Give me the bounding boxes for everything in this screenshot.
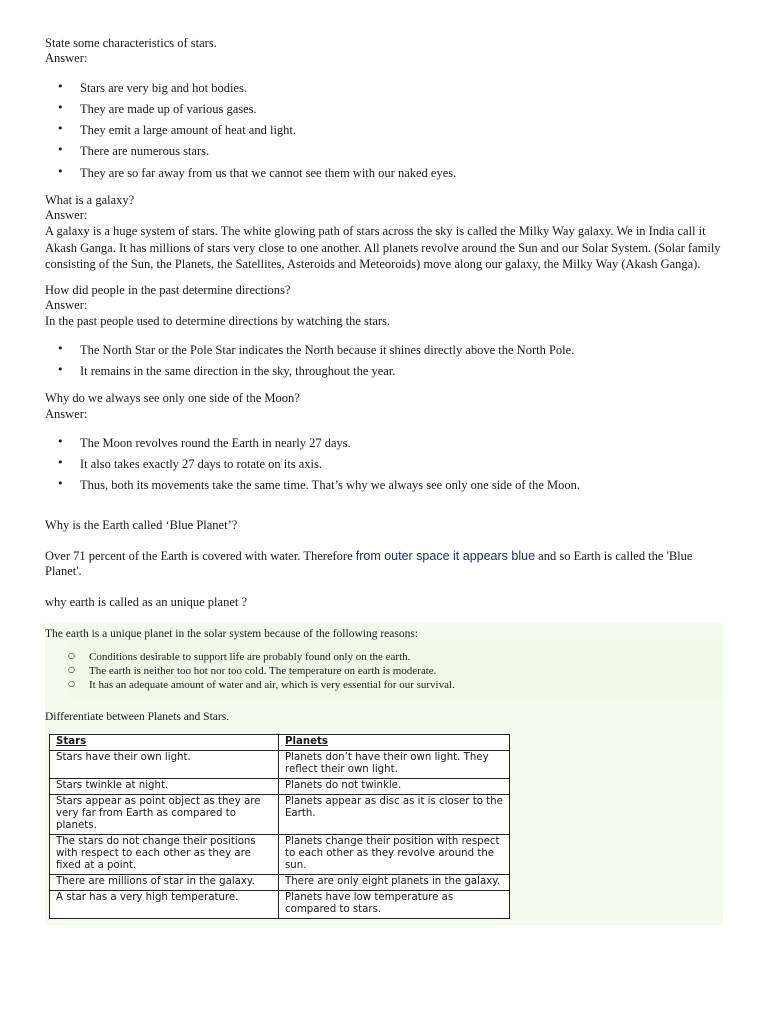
table-cell: Stars twinkle at night. bbox=[50, 778, 279, 794]
list-item: • They are made up of various gases. bbox=[57, 102, 725, 117]
question-text: Why do we always see only one side of the Moon? bbox=[45, 391, 300, 406]
question-text: why earth is called as an unique planet ? bbox=[45, 595, 248, 610]
table-cell: A star has a very high temperature. bbox=[50, 891, 279, 919]
list-item: ○ The earth is neither too hot nor too cold. The temperature on earth is moderate. bbox=[67, 665, 723, 678]
answer-text: and so Earth is called the 'Blue Planet'. bbox=[45, 548, 693, 578]
table-header-row bbox=[50, 734, 510, 750]
question-text: Why is the Earth called ‘Blue Planet’? bbox=[45, 517, 238, 532]
question-unique-planet bbox=[45, 595, 725, 925]
table-cell: Planets appear as disc as it is closer to the Earth. bbox=[279, 794, 510, 834]
bullet-list bbox=[45, 81, 725, 181]
list-item: • The North Star or the Pole Star indicates the North because it shines directly above the North Pole. bbox=[57, 343, 725, 358]
table-row bbox=[50, 778, 510, 794]
list-item: • There are numerous stars. bbox=[57, 144, 725, 159]
question-text: Differentiate between Planets and Stars. bbox=[45, 710, 230, 723]
answer-text: Over 71 percent of the Earth is covered with water. Therefore bbox=[45, 548, 356, 563]
question-text: What is a galaxy? bbox=[45, 192, 135, 207]
table-cell: Planets have low temperature as compared to stars. bbox=[279, 891, 510, 919]
answer-label: Answer: bbox=[45, 51, 88, 66]
table-row bbox=[50, 875, 510, 891]
table-cell: Planets don’t have their own light. They reflect their own light. bbox=[279, 750, 510, 778]
answer-paragraph: A galaxy is a huge system of stars. The white glowing path of stars across the sky is called the Milky Way galaxy. We in India call it Akash Ganga. It has millions of stars very close to one another. All planets revolve around the Sun and our Solar System. (Solar family consisting of the Sun, the Planets, the Satellites, Asteroids and Meteoroids) move along our galaxy, the Milky Way (Akash Ganga). bbox=[45, 224, 721, 271]
table-cell: There are only eight planets in the galaxy. bbox=[279, 875, 510, 891]
question-directions bbox=[45, 283, 725, 379]
table-cell: There are millions of star in the galaxy. bbox=[50, 875, 279, 891]
answer-label: Answer: bbox=[45, 406, 88, 421]
table-cell: The stars do not change their positions with respect to each other as they are fixed at a point. bbox=[50, 834, 279, 874]
shaded-answer-box bbox=[45, 623, 723, 926]
question-text: How did people in the past determine directions? bbox=[45, 283, 291, 297]
answer-lead: The earth is a unique planet in the solar system because of the following reasons: bbox=[45, 627, 419, 640]
question-moon bbox=[45, 391, 725, 493]
shaded-list-box bbox=[67, 641, 723, 698]
table-cell: Stars appear as point object as they are very far from Earth as compared to planets. bbox=[50, 794, 279, 834]
table-cell: Stars have their own light. bbox=[50, 750, 279, 778]
answer-paragraph bbox=[45, 549, 725, 580]
table-cell: Planets do not twinkle. bbox=[279, 778, 510, 794]
bullet-list bbox=[45, 436, 725, 494]
comparison-table bbox=[49, 734, 510, 919]
highlighted-text: from outer space it appears blue bbox=[355, 548, 536, 563]
list-item: • Thus, both its movements take the same time. That’s why we always see only one side of the Moon. bbox=[57, 478, 725, 493]
bullet-list bbox=[45, 343, 725, 380]
list-item: • They emit a large amount of heat and light. bbox=[57, 123, 725, 138]
table-header: Planets bbox=[279, 734, 510, 750]
table-row bbox=[50, 834, 510, 874]
list-item: • It remains in the same direction in the sky, throughout the year. bbox=[57, 364, 725, 379]
table-row bbox=[50, 891, 510, 919]
question-stars-characteristics bbox=[45, 36, 725, 181]
question-galaxy bbox=[45, 193, 725, 272]
circle-bullet-list bbox=[67, 651, 723, 693]
list-item: ○ It has an adequate amount of water and air, which is very essential for our survival. bbox=[67, 679, 723, 692]
table-row bbox=[50, 794, 510, 834]
table-header: Stars bbox=[50, 734, 279, 750]
table-cell: Planets change their position with respect to each other as they revolve around the sun. bbox=[279, 834, 510, 874]
list-item: • The Moon revolves round the Earth in nearly 27 days. bbox=[57, 436, 725, 451]
list-item: • Stars are very big and hot bodies. bbox=[57, 81, 725, 96]
document-page bbox=[45, 36, 725, 925]
answer-label: Answer: bbox=[45, 298, 88, 313]
list-item: ○ Conditions desirable to support life are probably found only on the earth. bbox=[67, 651, 723, 664]
question-blue-planet bbox=[45, 518, 725, 580]
table-row bbox=[50, 750, 510, 778]
question-text: State some characteristics of stars. bbox=[45, 36, 217, 50]
answer-label: Answer: bbox=[45, 208, 88, 222]
list-item: • It also takes exactly 27 days to rotate on its axis. bbox=[57, 457, 725, 472]
list-item: • They are so far away from us that we cannot see them with our naked eyes. bbox=[57, 166, 725, 181]
answer-paragraph: In the past people used to determine directions by watching the stars. bbox=[45, 313, 391, 328]
